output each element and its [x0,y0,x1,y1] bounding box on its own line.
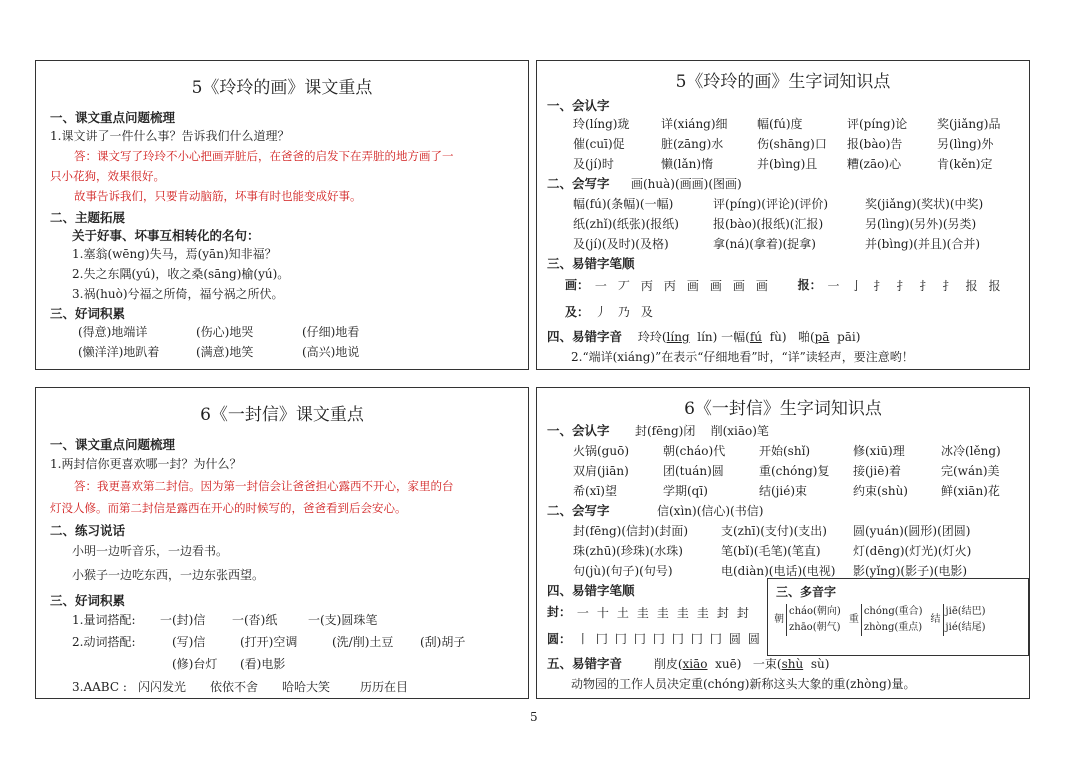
stroke-step: 扌 [873,278,886,293]
panel-lingling-key-points [35,60,529,370]
word-row [50,322,514,342]
poly-char: 结 [930,614,941,625]
collocation-row [50,631,514,653]
poly-char: 朝 [774,614,784,625]
stroke-char-label: 封： [547,605,572,619]
stroke-step: 扌 [942,278,955,293]
stroke-step: 冂 [595,632,608,646]
poly-reading: cháo(朝向) [789,606,841,617]
pron-note: 2.“端详(xiáng)”在表示“仔细地看”时，“详”读轻声，要注意哟！ [571,350,914,364]
stroke-order-row [547,272,1019,299]
collocation: (修)台灯 [172,657,218,671]
section-heading: 一、课文重点问题梳理 [50,437,176,452]
section-heading: 三、好词积累 [50,306,126,321]
section-heading: 三、好词积累 [50,593,126,608]
char-item: 完(wán)美 [941,464,1000,478]
stroke-step: 画 [686,278,699,293]
char-row [547,441,1019,461]
collocation: 一(封)信 [160,613,206,627]
stroke-step: 圆 [728,632,741,646]
write-item: 画(huà)(画画)(图画) [631,177,742,191]
section-heading: 二、会写字 [547,503,610,518]
collocation: 一(沓)纸 [232,613,278,627]
collocation: 历历在目 [360,680,409,694]
pron-correct: shù [781,657,804,671]
write-item: 报(bào)(报纸)(汇报) [713,217,824,231]
collocation-label: 3.AABC : [72,680,127,694]
section-heading: 二、练习说话 [50,523,126,538]
char-item: 开始(shǐ) [759,444,811,458]
stroke-order-row [547,299,1019,326]
word: (满意)地笑 [196,345,254,359]
stroke-step: 扌 [919,278,932,293]
answer-line: 答：我更喜欢第二封信。因为第一封信会让爸爸担心露西不开心，家里的台 [74,479,454,493]
char-item: 奖(jiǎng)品 [937,117,1001,131]
write-row [547,214,1019,234]
char-item: 学期(qī) [663,484,708,498]
section-heading: 五、易错字音 [547,656,623,671]
collocation: 闪闪发光 [138,680,187,694]
collocation: (刮)胡子 [420,635,466,649]
collocation: 依依不舍 [210,680,259,694]
answer-line: 故事告诉我们，只要肯动脑筋，坏事有时也能变成好事。 [74,189,362,203]
stroke-step: 亅 [850,278,863,293]
stroke-step: 报 [965,278,978,293]
section-row [547,421,1019,441]
write-item: 影(yǐng)(影子)(电影) [853,564,968,578]
stroke-step: 及 [640,305,653,319]
section-heading: 一、会认字 [547,423,610,438]
write-item: 封(fēng)(信封)(封面) [573,524,689,538]
write-item: 圆(yuán)(圆形)(团圆) [853,524,971,538]
stroke-step: 一 [827,278,840,293]
quote-line: 3.祸(huò)兮福之所倚，福兮祸之所伏。 [72,287,284,301]
pron-correct: pā [814,330,830,344]
stroke-step: 画 [709,278,722,293]
stroke-sequence [826,273,1003,299]
stroke-step: 圭 [636,605,649,620]
char-item: 报(bào)告 [847,137,903,151]
char-item: 火锅(guō) [573,444,629,458]
section-heading: 三、易错字笔顺 [547,256,635,271]
stroke-step: 一 [594,278,607,293]
poly-reading: zhòng(重点) [863,622,923,633]
write-row [547,521,1019,541]
subheading: 关于好事、坏事互相转化的名句： [72,228,260,243]
char-row [547,114,1019,134]
stroke-char-label: 报： [797,278,822,292]
stroke-char-label: 画： [565,278,590,292]
pron-correct: fú [749,330,763,344]
stroke-step: 冂 [671,632,684,646]
panel-title: 6《一封信》生字词知识点 [684,399,882,419]
collocation: 一(支)圆珠笔 [308,613,378,627]
char-item: 封(fēng)闭 削(xiāo)笔 [635,424,769,438]
answer-line: 灯没人修。而第二封信是露西在开心的时候写的，爸爸看到后会安心。 [50,501,407,515]
stroke-step: 乃 [617,305,630,319]
stroke-step: 画 [755,278,768,293]
write-item: 奖(jiǎng)(奖状)(中奖) [865,197,984,211]
char-item: 双肩(jiān) [573,464,629,478]
write-row [547,234,1019,254]
panel-letter-key-points [35,387,529,699]
pron-note: 动物园的工作人员决定重(chóng)新称这头大象的重(zhòng)量。 [571,677,916,691]
section-heading: 二、主题拓展 [50,210,126,225]
poly-group [849,604,923,636]
char-item: 另(lìng)外 [937,137,994,151]
stroke-step: 冂 [709,632,722,646]
pron-text: pāi) [829,330,861,344]
stroke-step: 圭 [676,605,689,620]
collocation: (打开)空调 [240,635,298,649]
char-item: 朝(cháo)代 [663,444,726,458]
char-item: 及(jí)时 [573,157,614,171]
answer-line: 答：课文写了玲玲不小心把画弄脏后，在爸爸的启发下在弄脏的地方画了一 [74,149,454,163]
pron-text: lín) 一幅( [689,330,750,344]
collocation: (看)电影 [240,657,286,671]
stroke-sequence [575,626,762,652]
question: 1.课文讲了一件什么事？告诉我们什么道理？ [50,129,290,143]
section-heading: 四、易错字音 [547,329,623,344]
char-row [547,134,1019,154]
char-item: 伤(shāng)口 [757,137,827,151]
section-heading: 四、易错字笔顺 [547,583,635,598]
collocation: (写)信 [172,635,206,649]
write-item: 另(lìng)(另外)(另类) [865,217,977,231]
collocation-row [50,675,514,699]
stroke-step: 报 [988,278,1001,293]
char-item: 鲜(xiān)花 [941,484,1000,498]
stroke-sequence [593,273,770,299]
char-item: 脏(zāng)水 [661,137,724,151]
char-row [547,461,1019,481]
write-item: 信(xìn)(信心)(书信) [657,504,764,518]
section-row [547,501,1019,521]
pron-correct: líng [666,330,690,344]
char-item: 糟(zāo)心 [847,157,902,171]
poly-reading: jiē(结巴) [945,606,986,617]
char-item: 玲(líng)珑 [573,117,630,131]
section-heading: 一、课文重点问题梳理 [50,110,176,125]
stroke-step: 封 [736,605,749,620]
poly-char: 重 [848,614,859,625]
stroke-step: 土 [616,605,629,620]
poly-group [931,604,986,636]
write-item: 句(jù)(句子)(句号) [573,564,673,578]
panel-title: 5《玲玲的画》生字词知识点 [675,72,891,92]
word: (高兴)地说 [302,345,360,359]
practice-sentence: 小猴子一边吃东西，一边东张西望。 [72,568,265,582]
char-item: 团(tuán)圆 [663,464,724,478]
stroke-step: 圆 [747,632,760,646]
write-item: 评(píng)(评论)(评价) [713,197,829,211]
stroke-step: 画 [732,278,745,293]
write-item: 拿(ná)(拿着)(捉拿) [713,237,816,251]
word: (伤心)地哭 [196,325,254,339]
char-item: 约束(shù) [853,484,908,498]
stroke-step: 丙 [663,278,676,293]
quote-line: 1.塞翁(wēng)失马，焉(yān)知非福？ [72,247,277,261]
write-item: 纸(zhǐ)(纸张)(报纸) [573,217,679,231]
poly-title: 三、多音字 [776,585,837,599]
char-item: 催(cuī)促 [573,137,625,151]
char-item: 详(xiáng)细 [661,117,728,131]
pronunciation-row [547,654,1019,674]
stroke-step: 十 [596,605,609,620]
collocation-label: 1.量词搭配: [72,613,136,627]
stroke-step: 丿 [594,305,607,319]
char-item: 并(bìng)且 [757,157,818,171]
write-item: 灯(dēng)(灯光)(灯火) [853,544,972,558]
pron-text: 削皮( [653,657,683,671]
stroke-step: 圭 [696,605,709,620]
pron-text: 玲玲( [637,330,667,344]
stroke-step: 封 [716,605,729,620]
collocation-row [50,653,514,675]
pronunciation-row [547,327,1019,347]
char-item: 肯(kěn)定 [937,157,993,171]
char-item: 评(píng)论 [847,117,908,131]
section-row [547,174,1019,194]
word: (得意)地端详 [78,325,148,339]
pron-text: xuē) 一束( [707,657,782,671]
write-item: 笔(bǐ)(毛笔)(笔直) [721,544,821,558]
poly-group [774,604,841,636]
stroke-step: 冂 [614,632,627,646]
pron-text: sù) [803,657,830,671]
stroke-step: 圭 [656,605,669,620]
char-item: 修(xiū)理 [853,444,905,458]
stroke-step: 丆 [617,278,630,293]
panel-lingling-vocab [536,60,1030,370]
char-item: 幅(fú)度 [757,117,803,131]
write-item: 电(diàn)(电话)(电视) [721,564,836,578]
poly-reading: zhāo(朝气) [789,622,841,633]
char-row [547,481,1019,501]
write-item: 支(zhī)(支付)(支出) [721,524,827,538]
char-item: 接(jiē)着 [853,464,902,478]
word: (懒洋洋)地趴着 [78,345,160,359]
question: 1.两封信你更喜欢哪一封？为什么？ [50,457,242,471]
char-item: 结(jié)束 [759,484,808,498]
stroke-char-label: 及： [565,304,590,319]
section-heading: 一、会认字 [547,98,610,113]
stroke-sequence [575,600,751,626]
pron-correct: xiāo [682,657,708,671]
write-item: 及(jí)(及时)(及格) [573,237,669,251]
practice-sentence: 小明一边听音乐，一边看书。 [72,544,229,558]
stroke-step: 冂 [652,632,665,646]
page-number: 5 [530,710,538,724]
write-item: 珠(zhū)(珍珠)(水珠) [573,544,683,558]
section-heading: 二、会写字 [547,176,610,191]
poly-reading: jié(结尾) [945,622,986,633]
collocation: (洗/削)土豆 [332,635,394,649]
stroke-step: 冂 [690,632,703,646]
panel-title: 6《一封信》课文重点 [200,405,364,425]
char-item: 冰冷(lěng) [941,444,1001,458]
char-item: 懒(lǎn)惰 [661,157,714,171]
collocation: 哈哈大笑 [282,680,331,694]
polyphonic-box [767,578,1029,656]
poly-reading: chóng(重合) [863,606,923,617]
collocation-label: 2.动词搭配: [72,635,136,649]
stroke-sequence [593,299,655,325]
write-row [547,194,1019,214]
stroke-step: 冂 [633,632,646,646]
write-row [547,541,1019,561]
stroke-step: 一 [576,605,589,620]
stroke-char-label: 圆： [547,631,572,646]
answer-line: 只小花狗，效果很好。 [50,169,165,183]
stroke-step: 扌 [896,278,909,293]
stroke-step: 丙 [640,278,653,293]
collocation-row [50,609,514,631]
char-item: 希(xī)望 [573,484,617,498]
write-item: 并(bìng)(并且)(合并) [865,237,981,251]
word-row [50,342,514,362]
write-item: 幅(fú)(条幅)(一幅) [573,197,674,211]
pron-text: fù) 啪( [762,330,815,344]
quote-line: 2.失之东隅(yú)，收之桑(sāng)榆(yú)。 [72,267,290,281]
panel-letter-vocab [536,387,1030,699]
panel-title: 5《玲玲的画》课文重点 [191,78,373,98]
char-item: 重(chóng)复 [759,464,830,478]
stroke-step: 丨 [576,632,589,646]
char-row [547,154,1019,174]
word: (仔细)地看 [302,325,360,339]
